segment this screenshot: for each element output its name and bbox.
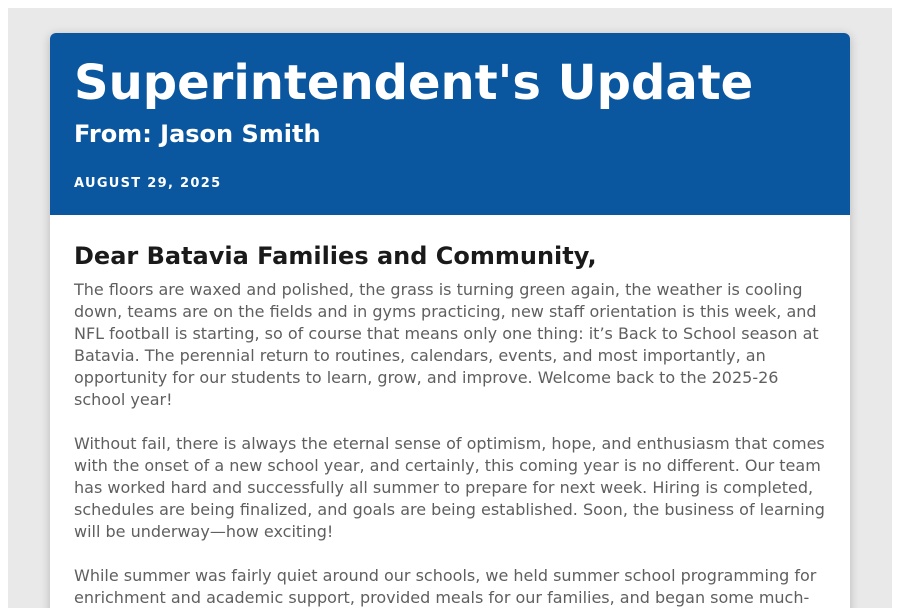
letter-body [50, 215, 850, 608]
letter-paragraph-2: Without fail, there is always the eternal sense of optimism, hope, and enthusiasm that comes with the onset of a new school year, and certainly, this coming year is no different. Our team has worked hard and successfully all summer to prepare for next week. Hiring is completed, schedules are being finalized, and goals are being established. Soon, the business of learning will be underway—how exciting! [74, 434, 825, 541]
letter-paragraph-1: The floors are waxed and polished, the grass is turning green again, the weather is cooling down, teams are on the fields and in gyms practicing, new staff orientation is this week, and NFL football is starting, so of course that means only one thing: it’s Back to School season at Batavia. The perennial return to routines, calendars, events, and most importantly, an opportunity for our students to learn, grow, and improve. Welcome back to the 2025-26 school year! [74, 280, 819, 409]
newsletter-card [50, 33, 850, 608]
page-title: Superintendent's Update [74, 55, 754, 111]
letter-greeting: Dear Batavia Families and Community, [74, 242, 597, 270]
author-line: From: Jason Smith [74, 120, 321, 148]
newsletter-header [50, 33, 850, 215]
page-background [8, 8, 892, 608]
letter-paragraph-3: While summer was fairly quiet around our schools, we held summer school programming for enrichment and academic support, provided meals for our families, and began some much- [74, 566, 817, 607]
publish-date: AUGUST 29, 2025 [74, 176, 222, 191]
